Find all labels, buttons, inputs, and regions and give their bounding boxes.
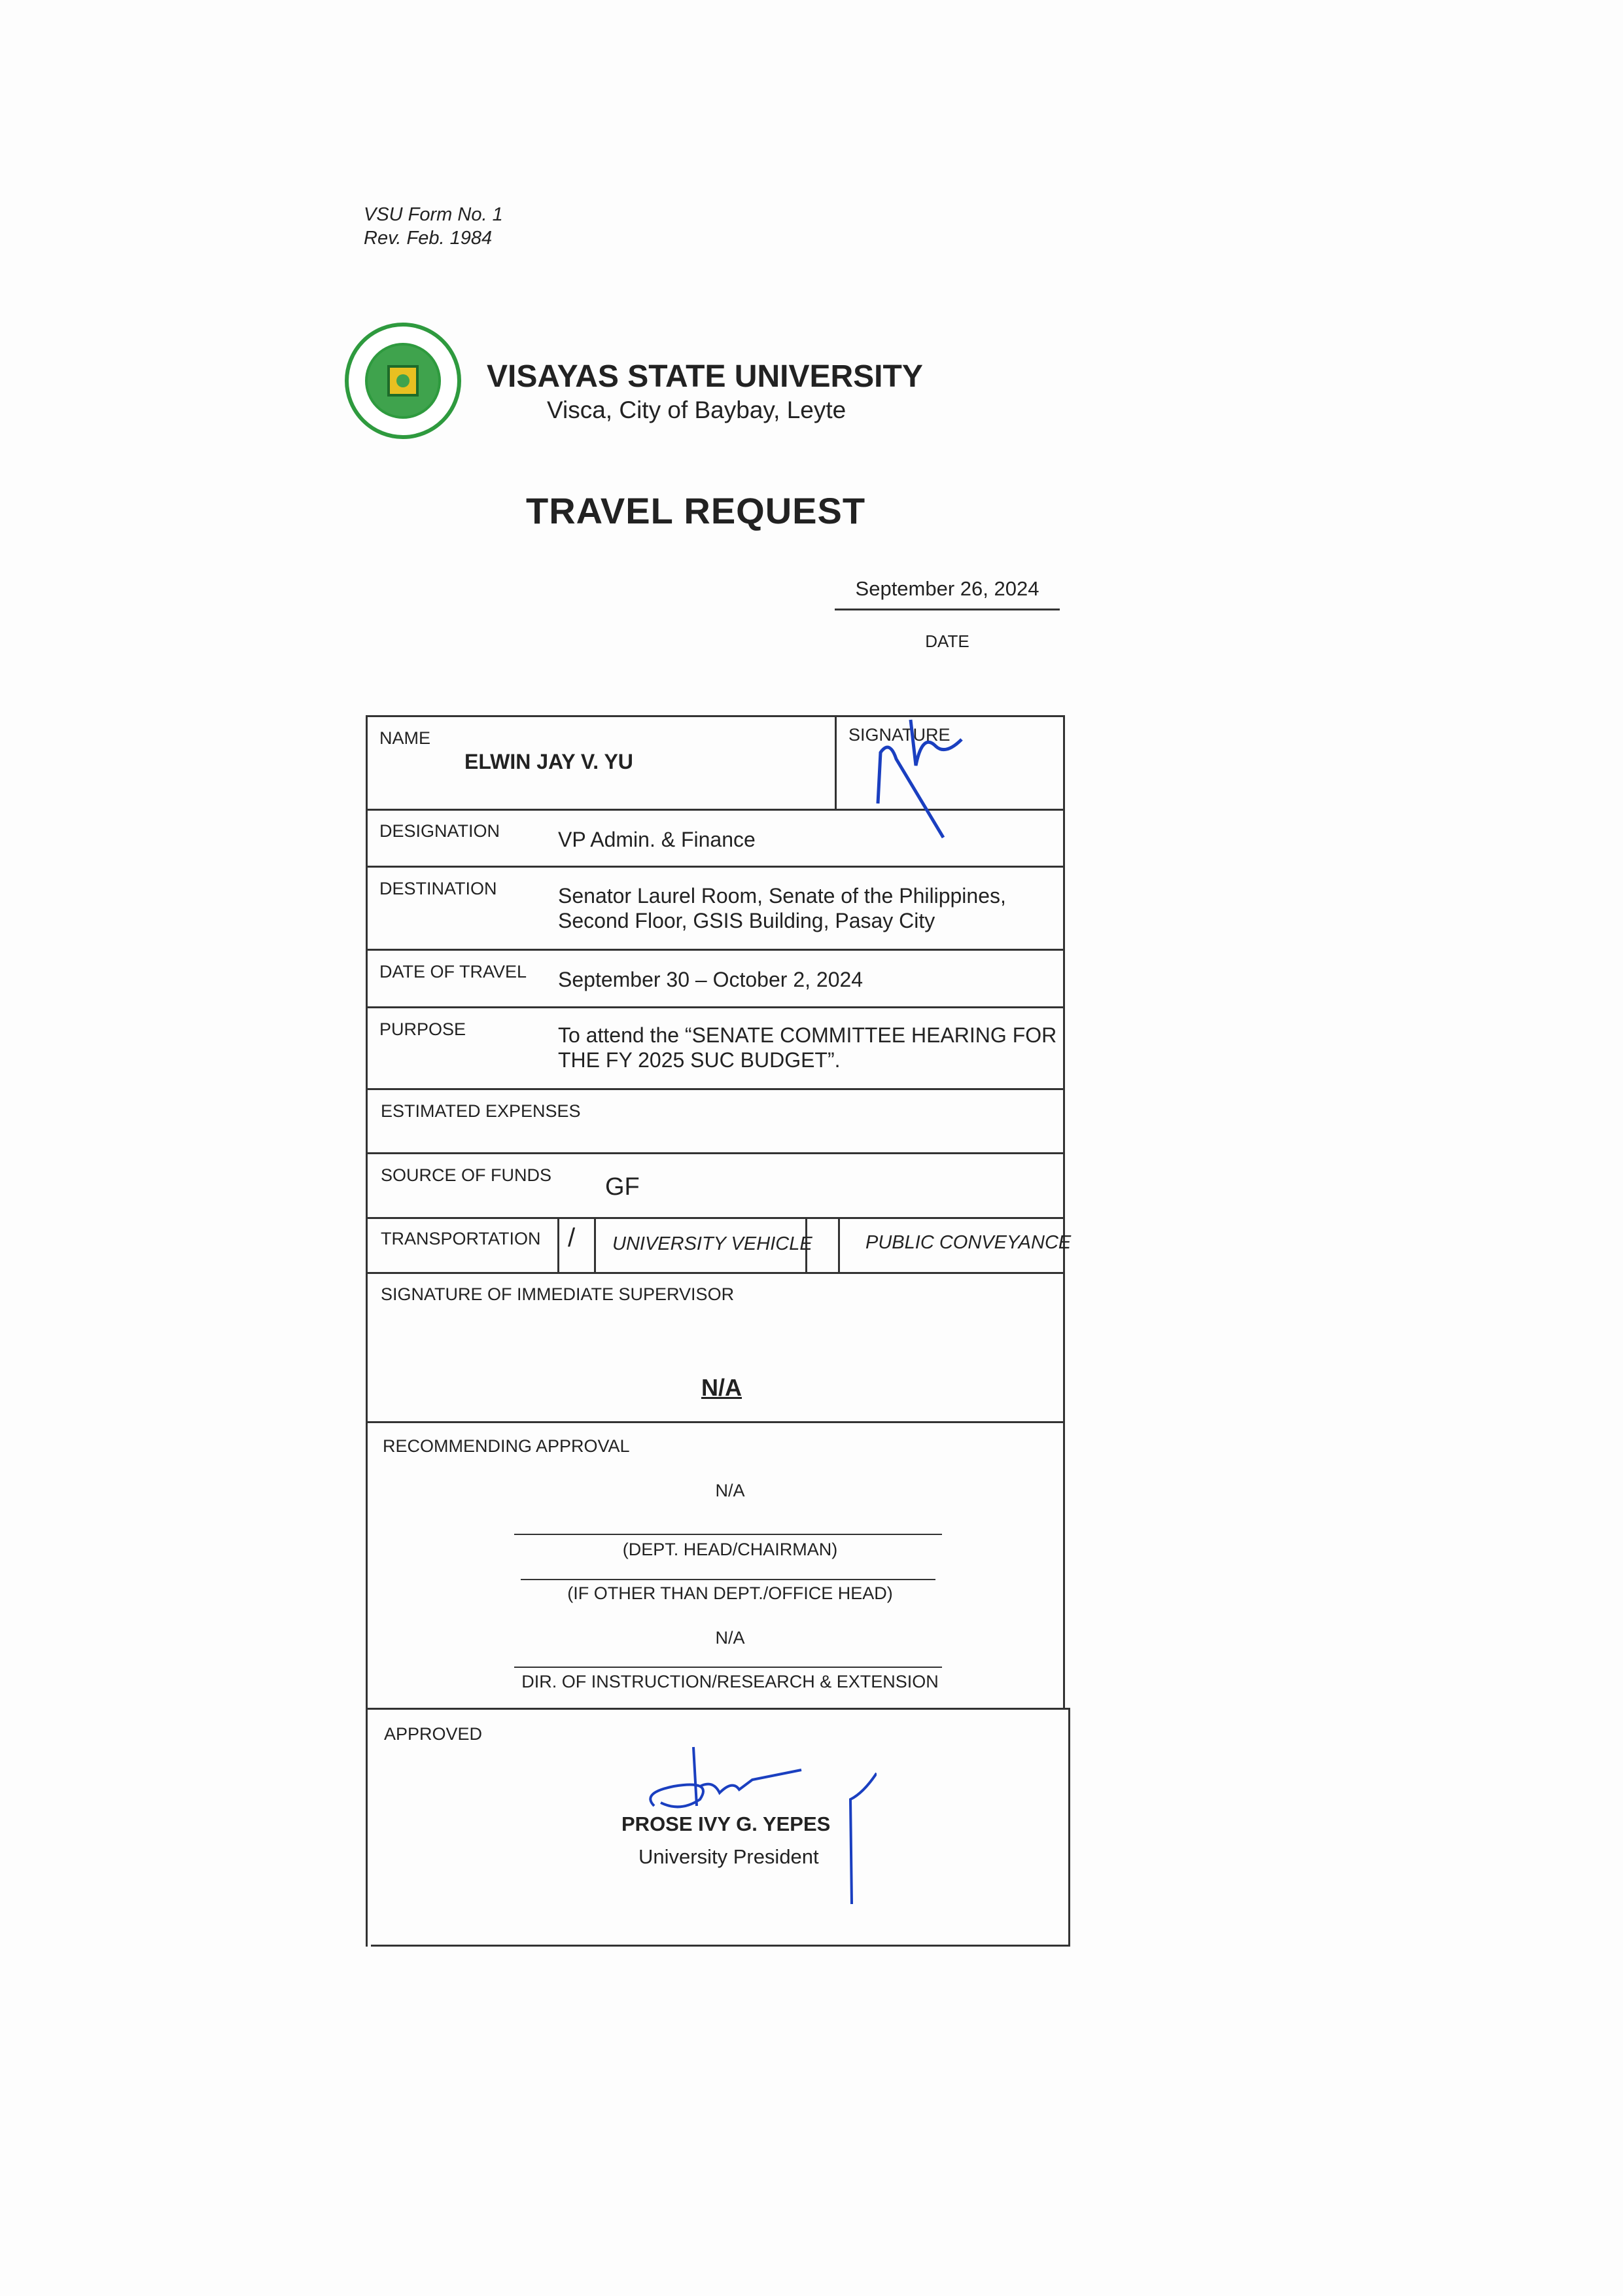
name-value: ELWIN JAY V. YU bbox=[464, 750, 633, 773]
recommending-value-1: N/A bbox=[715, 1481, 745, 1500]
form-no-text: VSU Form No. 1 bbox=[364, 204, 503, 225]
purpose-line: THE FY 2025 SUC BUDGET”. bbox=[558, 1048, 841, 1072]
form-number bbox=[364, 203, 503, 250]
university-name: VISAYAS STATE UNIVERSITY bbox=[487, 359, 923, 394]
date-of-travel-label: DATE OF TRAVEL bbox=[379, 962, 527, 981]
divider bbox=[1068, 1708, 1070, 1947]
applicant-signature bbox=[864, 707, 981, 844]
divider bbox=[594, 1217, 596, 1272]
purpose-line: To attend the “SENATE COMMITTEE HEARING FOR bbox=[558, 1023, 1057, 1047]
divider bbox=[366, 1421, 1063, 1423]
dept-head-label: (DEPT. HEAD/CHAIRMAN) bbox=[622, 1540, 838, 1559]
signature-line bbox=[514, 1667, 942, 1668]
supervisor-label: SIGNATURE OF IMMEDIATE SUPERVISOR bbox=[381, 1284, 735, 1304]
designation-value: VP Admin. & Finance bbox=[558, 828, 756, 851]
divider bbox=[838, 1217, 840, 1272]
divider bbox=[366, 1006, 1063, 1008]
date-value: September 26, 2024 bbox=[835, 577, 1060, 610]
destination-value bbox=[558, 883, 1006, 933]
approver-title: University President bbox=[638, 1845, 819, 1868]
other-head-label: (IF OTHER THAN DEPT./OFFICE HEAD) bbox=[567, 1583, 893, 1603]
divider bbox=[366, 1272, 1063, 1274]
source-of-funds-label: SOURCE OF FUNDS bbox=[381, 1165, 552, 1185]
university-seal-logo bbox=[344, 322, 462, 440]
approver-name: PROSE IVY G. YEPES bbox=[621, 1812, 831, 1835]
purpose-label: PURPOSE bbox=[379, 1019, 466, 1039]
divider bbox=[835, 715, 837, 809]
divider bbox=[366, 1088, 1063, 1090]
public-conveyance-option: PUBLIC CONVEYANCE bbox=[865, 1232, 1072, 1253]
revision-text: Rev. Feb. 1984 bbox=[364, 228, 493, 249]
source-of-funds-value: GF bbox=[605, 1173, 640, 1201]
name-label: NAME bbox=[379, 728, 431, 748]
divider bbox=[371, 1945, 1068, 1947]
university-vehicle-checkbox[interactable]: / bbox=[568, 1224, 576, 1252]
recommending-approval-label: RECOMMENDING APPROVAL bbox=[383, 1436, 630, 1456]
signature-line bbox=[521, 1579, 935, 1580]
divider bbox=[366, 1708, 1068, 1710]
document-title: TRAVEL REQUEST bbox=[526, 490, 866, 531]
director-label: DIR. OF INSTRUCTION/RESEARCH & EXTENSION bbox=[521, 1672, 939, 1691]
destination-line: Second Floor, GSIS Building, Pasay City bbox=[558, 909, 935, 932]
divider bbox=[366, 715, 368, 1947]
date-of-travel-value: September 30 – October 2, 2024 bbox=[558, 968, 864, 991]
university-address: Visca, City of Baybay, Leyte bbox=[547, 397, 846, 423]
transportation-label: TRANSPORTATION bbox=[381, 1229, 541, 1248]
divider bbox=[366, 1152, 1063, 1154]
designation-label: DESIGNATION bbox=[379, 821, 500, 841]
supervisor-value: N/A bbox=[701, 1374, 742, 1401]
purpose-value bbox=[558, 1023, 1056, 1072]
destination-label: DESTINATION bbox=[379, 879, 497, 898]
divider bbox=[366, 866, 1063, 868]
divider bbox=[1063, 715, 1065, 1708]
public-conveyance-checkbox[interactable] bbox=[809, 1224, 836, 1250]
estimated-expenses-label: ESTIMATED EXPENSES bbox=[381, 1101, 581, 1121]
recommending-value-2: N/A bbox=[715, 1628, 745, 1648]
university-vehicle-option: UNIVERSITY VEHICLE bbox=[612, 1233, 812, 1254]
signature-line bbox=[514, 1534, 942, 1535]
approved-label: APPROVED bbox=[384, 1724, 483, 1744]
divider bbox=[366, 949, 1063, 951]
divider bbox=[366, 1217, 1063, 1219]
date-label: DATE bbox=[925, 631, 969, 651]
divider bbox=[557, 1217, 559, 1272]
destination-line: Senator Laurel Room, Senate of the Philippines, bbox=[558, 884, 1006, 908]
signature-label: SIGNATURE bbox=[848, 725, 951, 745]
